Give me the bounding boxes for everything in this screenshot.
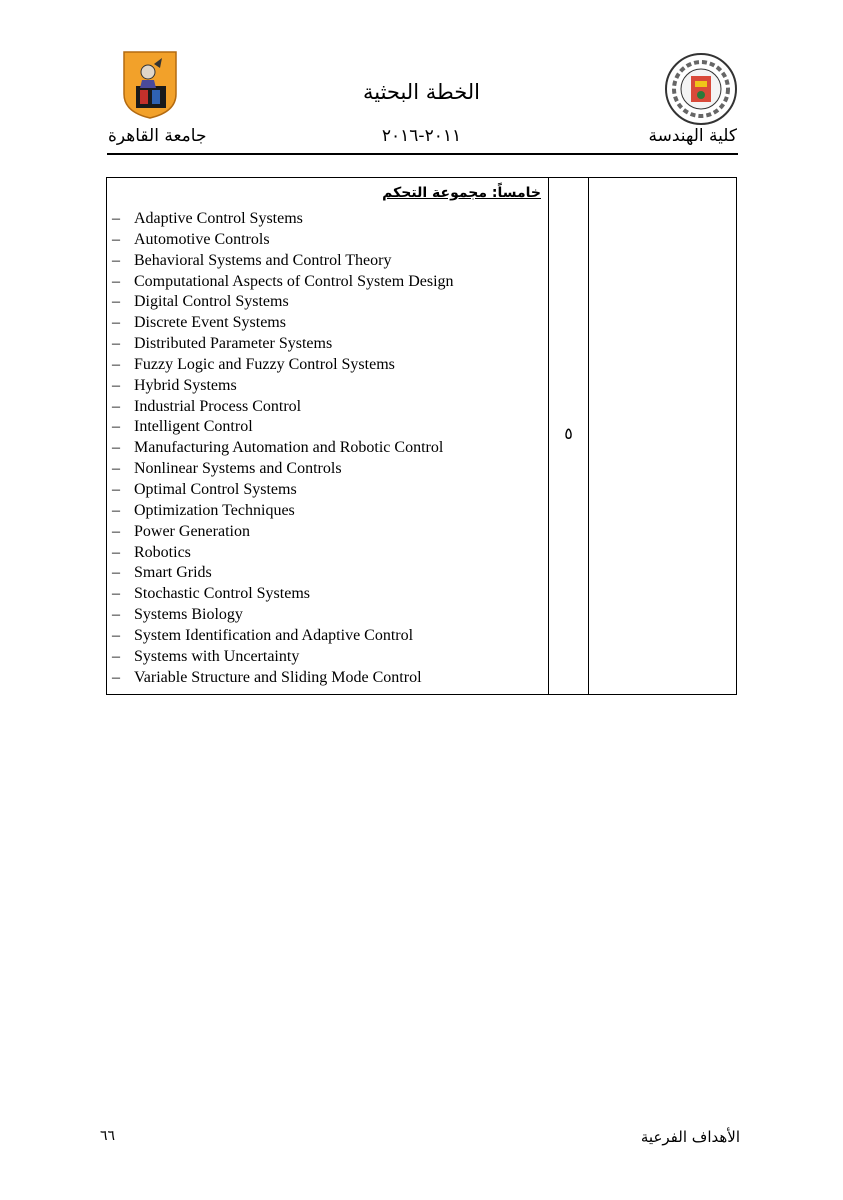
list-item: – Hybrid Systems	[112, 376, 237, 394]
row-number: ٥	[564, 424, 573, 443]
page-number: ٦٦	[100, 1128, 116, 1144]
topics-list	[112, 209, 544, 688]
list-item: – Manufacturing Automation and Robotic Control	[112, 439, 444, 457]
list-item: – Systems Biology	[112, 606, 243, 624]
list-item: – Industrial Process Control	[112, 397, 302, 415]
list-item: – Intelligent Control	[112, 418, 253, 436]
header-divider	[107, 153, 738, 155]
page-title: الخطة البحثية	[362, 80, 480, 104]
list-item: – Power Generation	[112, 522, 250, 540]
list-item: – Optimization Techniques	[112, 501, 295, 519]
list-item: – Systems with Uncertainty	[112, 647, 300, 665]
list-item: – Robotics	[112, 543, 191, 561]
list-item: – Stochastic Control Systems	[112, 585, 310, 603]
faculty-name: كلية الهندسة	[648, 126, 737, 146]
list-item: – Optimal Control Systems	[112, 480, 297, 498]
list-item: – Distributed Parameter Systems	[112, 335, 333, 353]
list-item: – System Identification and Adaptive Control	[112, 626, 414, 644]
list-item: – Fuzzy Logic and Fuzzy Control Systems	[112, 355, 395, 373]
list-item: – Automotive Controls	[112, 230, 270, 248]
table-column-divider	[588, 177, 589, 695]
list-item: – Discrete Event Systems	[112, 314, 286, 332]
list-item: – Nonlinear Systems and Controls	[112, 460, 342, 478]
list-item: – Computational Aspects of Control System Design	[112, 272, 454, 290]
plan-years: ٢٠١١-٢٠١٦	[381, 126, 462, 146]
group-heading: خامساً: مجموعة التحكم	[382, 185, 541, 201]
university-name: جامعة القاهرة	[108, 126, 207, 146]
list-item: – Adaptive Control Systems	[112, 210, 303, 227]
list-item: – Behavioral Systems and Control Theory	[112, 251, 392, 269]
footer-section-name: الأهداف الفرعية	[640, 1128, 740, 1146]
list-item: – Smart Grids	[112, 564, 212, 582]
list-item: – Digital Control Systems	[112, 293, 289, 311]
cairo-university-logo-icon	[122, 50, 178, 120]
list-item: – Variable Structure and Sliding Mode Control	[112, 668, 422, 686]
faculty-of-engineering-seal-icon	[664, 52, 738, 126]
